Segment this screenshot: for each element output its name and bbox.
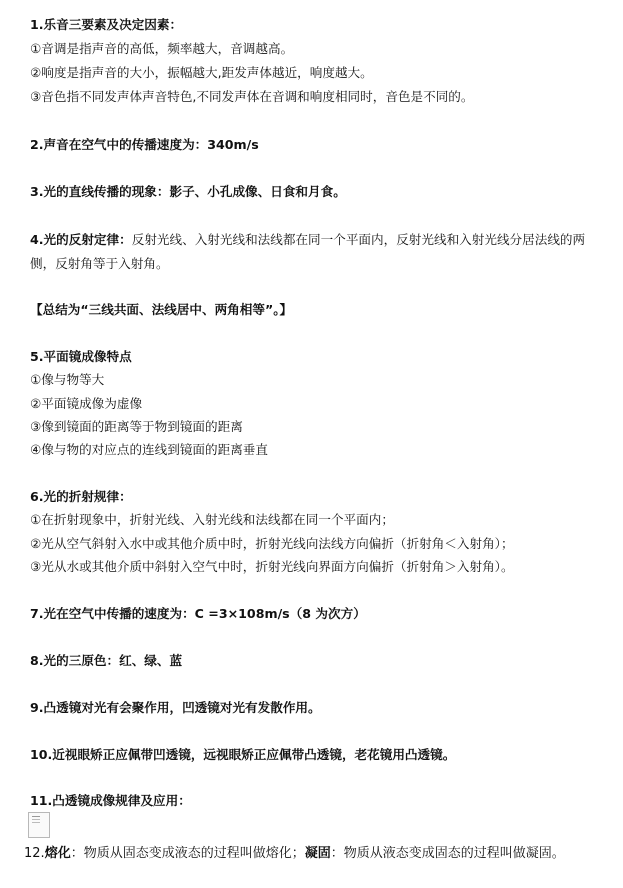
section-1-heading: 1.乐音三要素及决定因素： [30, 17, 183, 32]
section-5-item-1: ①像与物等大 [30, 372, 105, 387]
section-5-item-4: ④像与物的对应点的连线到镜面的距离垂直 [30, 442, 268, 457]
section-12-term-solidifying: 凝固 [304, 846, 331, 861]
section-12-term-melting: 熔化 [44, 846, 71, 861]
section-9-heading: 9.凸透镜对光有会聚作用，凹透镜对光有发散作用。 [30, 700, 321, 715]
section-6-item-3: ③光从水或其他介质中斜射入空气中时，折射光线向界面方向偏折（折射角＞入射角）。 [30, 559, 514, 574]
section-2-heading: 2.声音在空气中的传播速度为：340m/s [30, 137, 259, 152]
section-12-def-solidifying: ：物质从液态变成固态的过程叫做凝固。 [330, 846, 565, 861]
summary-note: 【总结为“三线共面、法线居中、两角相等”。】 [30, 302, 293, 317]
section-10-heading: 10.近视眼矫正应佩带凹透镜，远视眼矫正应佩带凸透镜，老花镜用凸透镜。 [30, 747, 456, 762]
section-1-item-1: ①音调是指声音的高低，频率越大，音调越高。 [30, 41, 294, 56]
section-1-item-2: ②响度是指声音的大小，振幅越大,距发声体越近，响度越大。 [30, 65, 373, 80]
embedded-image-thumbnail [28, 812, 50, 838]
section-6-item-2: ②光从空气斜射入水中或其他介质中时，折射光线向法线方向偏折（折射角＜入射角）； [30, 536, 514, 551]
section-4-text: 反射光线、入射光线和法线都在同一个平面内，反射光线和入射光线分居法线的两侧，反射角等于入射角。 [30, 232, 586, 271]
section-11-heading: 11.凸透镜成像规律及应用： [30, 793, 191, 808]
section-3-heading: 3.光的直线传播的现象：影子、小孔成像、日食和月食。 [30, 184, 346, 199]
section-6-item-1: ①在折射现象中，折射光线、入射光线和法线都在同一个平面内； [30, 512, 394, 527]
section-4-label: 4.光的反射定律： [30, 232, 132, 247]
section-12-def-melting: ：物质从固态变成液态的过程叫做熔化； [70, 846, 305, 861]
section-12-paragraph [24, 843, 603, 865]
section-12-number: 12. [24, 846, 45, 861]
section-5-item-3: ③像到镜面的距离等于物到镜面的距离 [30, 419, 243, 434]
section-6-heading: 6.光的折射规律： [30, 489, 132, 504]
section-5-heading: 5.平面镜成像特点 [30, 349, 132, 364]
section-5-item-2: ②平面镜成像为虚像 [30, 396, 143, 411]
section-1-item-3: ③音色指不同发声体声音特色,不同发声体在音调和响度相同时，音色是不同的。 [30, 89, 474, 104]
section-8-heading: 8.光的三原色：红、绿、蓝 [30, 653, 183, 668]
section-7-heading: 7.光在空气中传播的速度为：C =3×108m/s（8 为次方） [30, 606, 366, 621]
section-4-paragraph [30, 228, 603, 276]
